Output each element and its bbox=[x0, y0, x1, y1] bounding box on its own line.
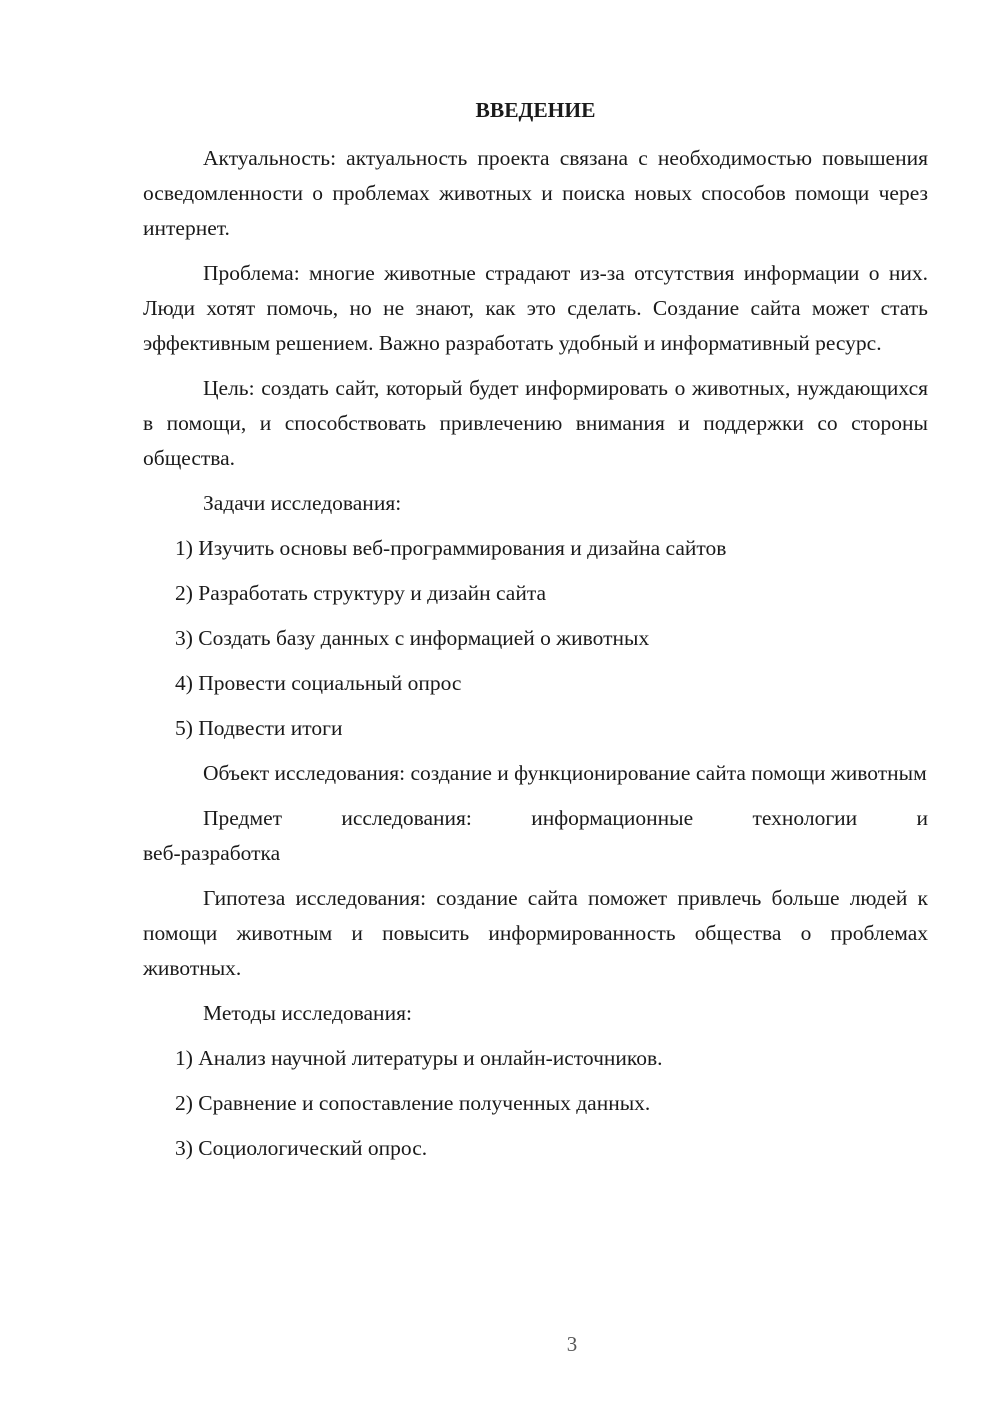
list-item: 3) Создать базу данных с информацией о животных bbox=[175, 626, 650, 650]
tasks-list bbox=[143, 531, 928, 746]
list-item: 3) Социологический опрос. bbox=[175, 1136, 428, 1160]
list-item: 1) Изучить основы веб-программирования и дизайна сайтов bbox=[175, 536, 727, 560]
subject-paragraph-line1: Предмет исследования: информационные технологии и bbox=[203, 806, 928, 830]
goal-paragraph: Цель: создать сайт, который будет информировать о животных, нуждающихся в помощи, и способствовать привлечению внимания и поддержки со стороны общества. bbox=[143, 376, 928, 470]
list-item: 5) Подвести итоги bbox=[175, 716, 343, 740]
document-page bbox=[143, 95, 928, 1176]
subject-paragraph-line2: веб-разработка bbox=[143, 841, 281, 865]
methods-list bbox=[143, 1041, 928, 1166]
problem-paragraph: Проблема: многие животные страдают из-за отсутствия информации о них. Люди хотят помочь, но не знают, как это сделать. Создание сайта может стать эффективным решением. Важно разработать удобный и информативный ресурс. bbox=[143, 261, 928, 355]
page-number: 3 bbox=[566, 1332, 578, 1356]
list-item: 2) Разработать структуру и дизайн сайта bbox=[175, 581, 547, 605]
page-title: ВВЕДЕНИЕ bbox=[475, 98, 596, 122]
methods-title: Методы исследования: bbox=[203, 1001, 412, 1025]
list-item: 2) Сравнение и сопоставление полученных данных. bbox=[175, 1091, 651, 1115]
list-item: 1) Анализ научной литературы и онлайн-источников. bbox=[175, 1046, 663, 1070]
list-item: 4) Провести социальный опрос bbox=[175, 671, 462, 695]
hypothesis-paragraph: Гипотеза исследования: создание сайта поможет привлечь больше людей к помощи животным и повысить информированность общества о проблемах животных. bbox=[143, 886, 928, 980]
object-paragraph: Объект исследования: создание и функционирование сайта помощи животным bbox=[203, 761, 927, 785]
relevance-paragraph: Актуальность: актуальность проекта связана с необходимостью повышения осведомленности о проблемах животных и поиска новых способов помощи через интернет. bbox=[143, 146, 928, 240]
tasks-title: Задачи исследования: bbox=[203, 491, 402, 515]
